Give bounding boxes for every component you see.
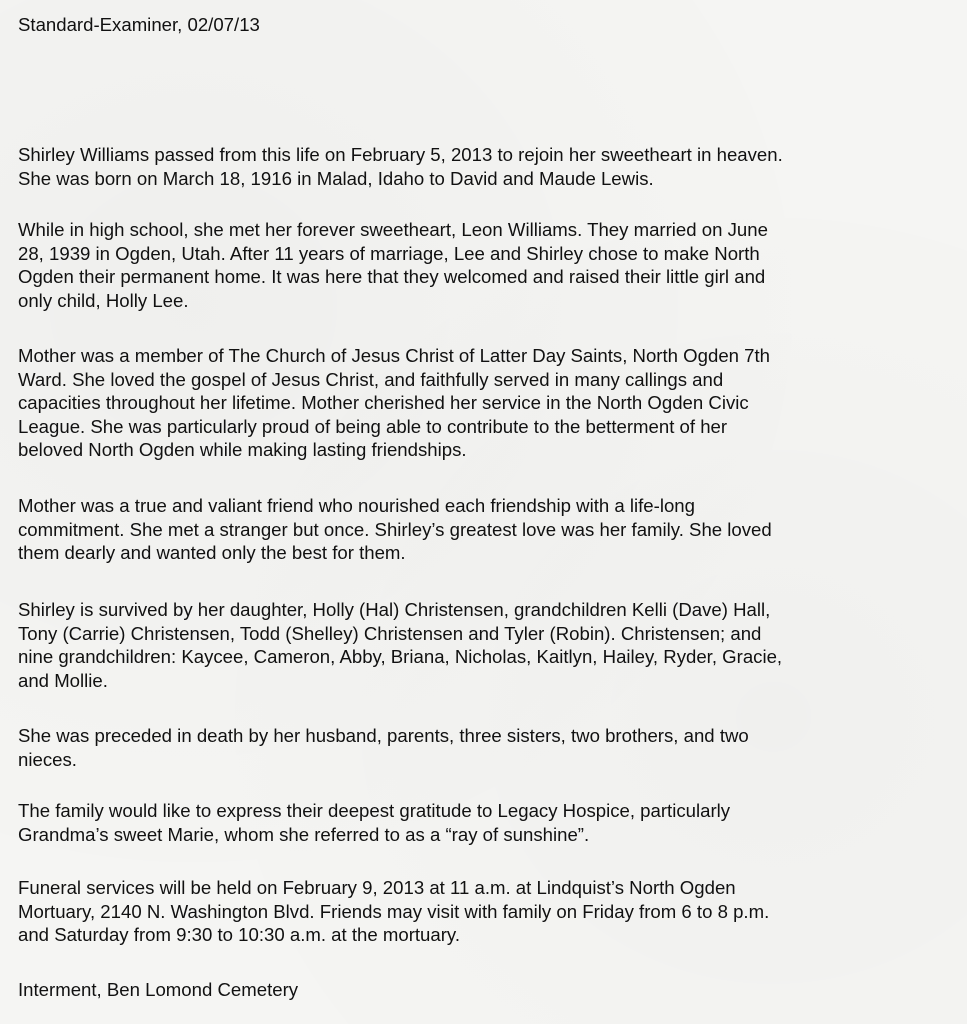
source-dateline: Standard-Examiner, 02/07/13: [18, 14, 260, 35]
text-line: Tony (Carrie) Christensen, Todd (Shelley) Christensen and Tyler (Robin). Christensen; and: [18, 622, 762, 644]
text-line: She was preceded in death by her husband, parents, three sisters, two brothers, and two: [18, 725, 749, 746]
paragraph-preceded: [18, 724, 749, 771]
text-line: Interment, Ben Lomond Cemetery: [18, 979, 299, 1000]
paragraph-survivors: [18, 598, 782, 692]
text-line: Ward. She loved the gospel of Jesus Christ, and faithfully served in many callings and: [18, 368, 724, 390]
text-line: only child, Holly Lee.: [18, 289, 189, 311]
text-line: 28, 1939 in Ogden, Utah. After 11 years of marriage, Lee and Shirley chose to make North: [18, 242, 760, 264]
text-line: Funeral services will be held on February 9, 2013 at 11 a.m. at Lindquist’s North Ogden: [18, 877, 736, 898]
text-line: and Mollie.: [18, 669, 108, 691]
paragraph-marriage: [18, 218, 768, 312]
text-line: Mother was a member of The Church of Jesus Christ of Latter Day Saints, North Ogden 7th: [18, 345, 771, 366]
text-line: While in high school, she met her forever sweetheart, Leon Williams. They married on June: [18, 219, 768, 240]
paragraph-interment: [18, 978, 298, 1002]
paragraph-friendship: [18, 494, 772, 565]
text-line: them dearly and wanted only the best for them.: [18, 542, 406, 564]
text-line: Ogden their permanent home. It was here that they welcomed and raised their little girl and: [18, 266, 766, 288]
text-line: Shirley Williams passed from this life on February 5, 2013 to rejoin her sweetheart in heaven.: [18, 144, 783, 165]
text-line: The family would like to express their deepest gratitude to Legacy Hospice, particularly: [18, 800, 731, 821]
text-line: Grandma’s sweet Marie, whom she referred to as a “ray of sunshine”.: [18, 823, 590, 845]
text-line: and Saturday from 9:30 to 10:30 a.m. at the mortuary.: [18, 924, 461, 946]
paragraph-gratitude: [18, 799, 730, 846]
text-line: League. She was particularly proud of being able to contribute to the betterment of her: [18, 415, 728, 437]
text-line: Mother was a true and valiant friend who nourished each friendship with a life-long: [18, 495, 695, 516]
text-line: nieces.: [18, 748, 77, 770]
text-line: Mortuary, 2140 N. Washington Blvd. Friends may visit with family on Friday from 6 to 8 p.m.: [18, 900, 770, 922]
paragraph-church: [18, 344, 770, 462]
text-line: beloved North Ogden while making lasting friendships.: [18, 439, 467, 461]
paragraph-passing: [18, 143, 783, 190]
text-line: commitment. She met a stranger but once. Shirley’s greatest love was her family. She loved: [18, 518, 772, 540]
text-line: nine grandchildren: Kaycee, Cameron, Abby, Briana, Nicholas, Kaitlyn, Hailey, Ryder, Gracie,: [18, 646, 783, 668]
text-line: She was born on March 18, 1916 in Malad, Idaho to David and Maude Lewis.: [18, 167, 654, 189]
text-line: capacities throughout her lifetime. Mother cherished her service in the North Ogden Civic: [18, 392, 749, 414]
paragraph-funeral: [18, 876, 769, 947]
text-line: Shirley is survived by her daughter, Holly (Hal) Christensen, grandchildren Kelli (Dave) Hall,: [18, 599, 771, 620]
